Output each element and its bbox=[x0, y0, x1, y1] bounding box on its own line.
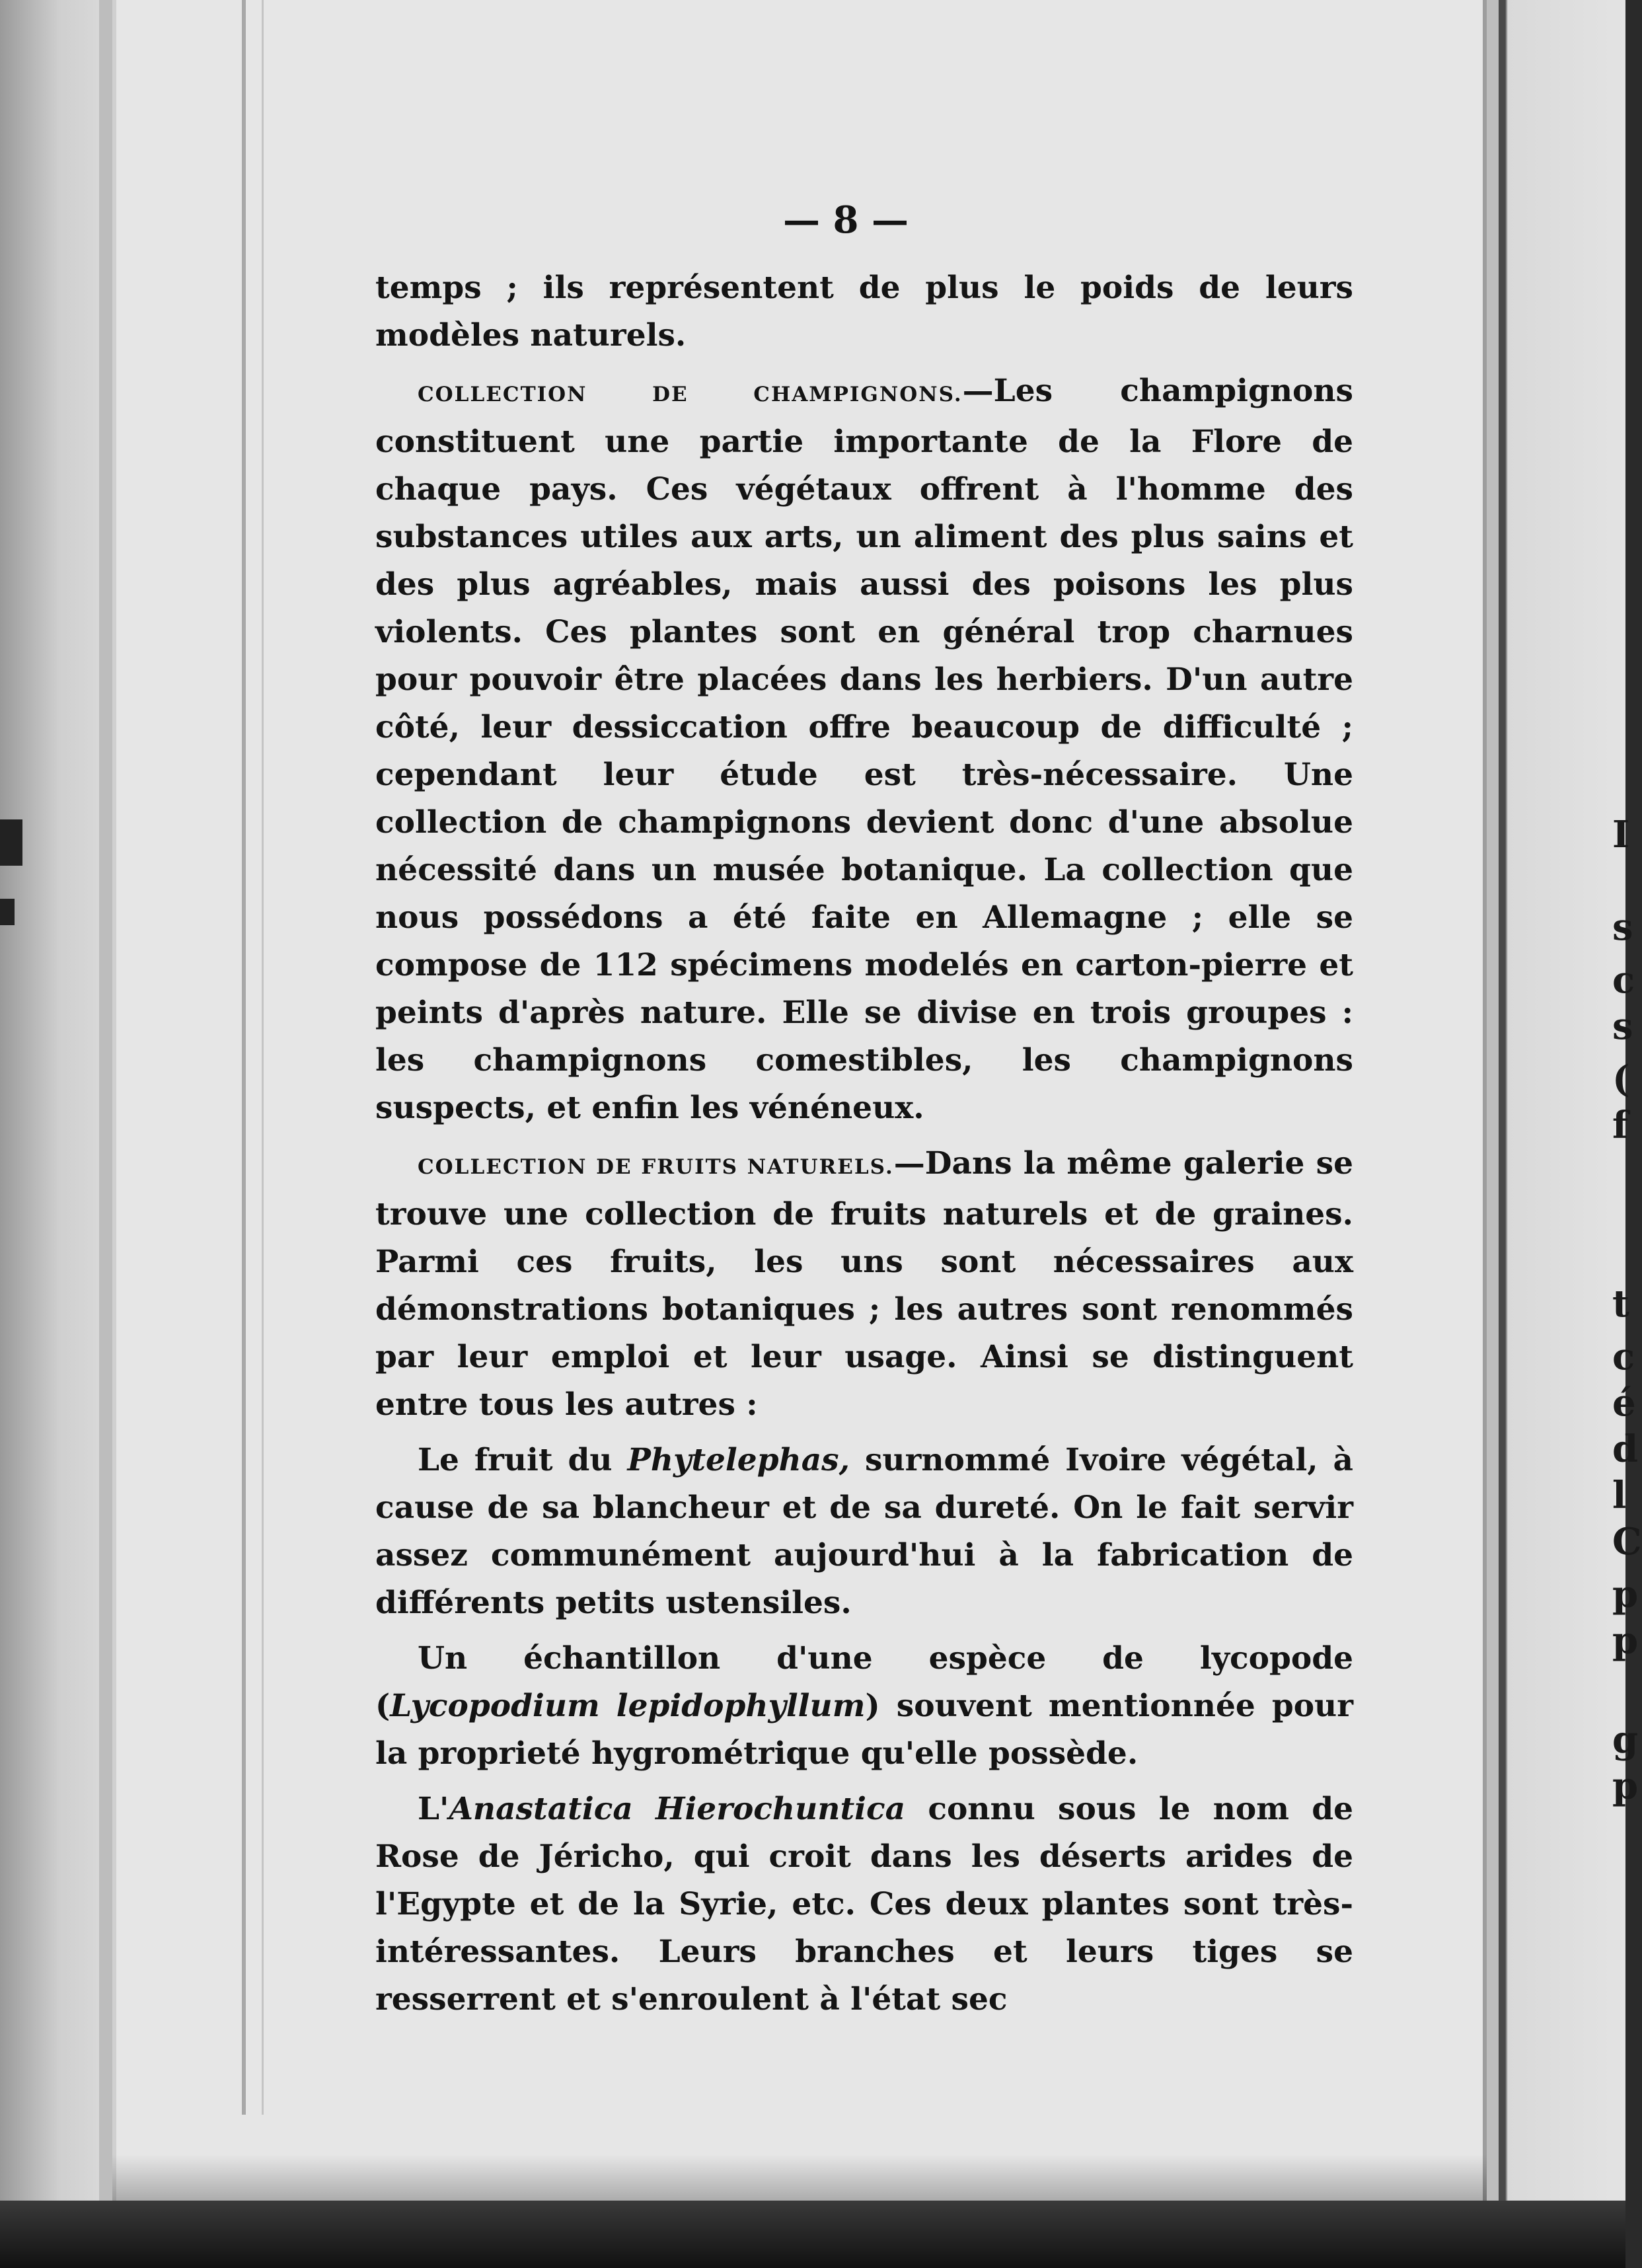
species-name: Phytelephas, bbox=[627, 1442, 850, 1478]
paragraph bbox=[375, 264, 1353, 359]
scan-edge-mark bbox=[0, 899, 15, 925]
adjacent-page-letter: p bbox=[1612, 1573, 1639, 1616]
paragraph-text: ) souvent mentionnée pour la proprieté hygrométrique qu'elle possède. bbox=[375, 1688, 1353, 1772]
paragraph-text: temps ; ils représentent de plus le poids de leurs modèles naturels. bbox=[375, 270, 1353, 354]
scan-left-margin bbox=[0, 0, 99, 2268]
adjacent-page-letter: f bbox=[1612, 1104, 1629, 1147]
adjacent-page bbox=[1499, 0, 1625, 2268]
paragraph-fruits bbox=[375, 1140, 1353, 1429]
page-bottom-shade bbox=[112, 2154, 1487, 2201]
adjacent-page-letter: d bbox=[1612, 1427, 1639, 1471]
paragraph-text: Le fruit du bbox=[418, 1442, 628, 1478]
adjacent-page-letter: p bbox=[1612, 1764, 1639, 1808]
page-number: — 8 — bbox=[783, 198, 909, 242]
page-edge-line bbox=[262, 0, 264, 2115]
adjacent-page-letter: c bbox=[1612, 958, 1635, 1002]
paragraph-phytelephas bbox=[375, 1437, 1353, 1627]
paragraph-champignons bbox=[375, 367, 1353, 1132]
adjacent-page-letter: g bbox=[1612, 1718, 1639, 1762]
adjacent-page-letter: C bbox=[1612, 1520, 1642, 1564]
adjacent-page-letter: p bbox=[1612, 1619, 1639, 1663]
adjacent-page-letter: s bbox=[1612, 1004, 1633, 1048]
page-edge-line bbox=[242, 0, 246, 2115]
paragraph-text: surnommé Ivoire végétal, à cause de sa blancheur et de sa dureté. On le fait servir assez communément aujourd'hui à la fabrication de différents petits ustensiles. bbox=[375, 1442, 1353, 1621]
page-body-text bbox=[375, 264, 1353, 2023]
adjacent-page-letter: c bbox=[1612, 1335, 1635, 1379]
adjacent-page-letter: t bbox=[1612, 1282, 1629, 1326]
paragraph-text: Un échantillon d'une espèce de lycopode ( bbox=[375, 1640, 1353, 1724]
section-heading: COLLECTION DE CHAMPIGNONS. bbox=[418, 383, 963, 406]
section-heading: COLLECTION DE FRUITS NATURELS. bbox=[418, 1155, 894, 1179]
scan-bottom-band bbox=[0, 2201, 1625, 2268]
adjacent-page-letter: ( bbox=[1612, 1057, 1630, 1101]
adjacent-page-letter: l bbox=[1612, 1474, 1627, 1517]
adjacent-page-letter: é bbox=[1612, 1381, 1636, 1425]
adjacent-page-letter: I bbox=[1612, 813, 1630, 856]
species-name: Anastatica Hierochuntica bbox=[449, 1791, 906, 1827]
paragraph-text: —Les champignons constituent une partie importante de la Flore de chaque pays. Ces végétaux offrent à l'homme des substances utiles aux arts, un aliment des plus sains et des plus agréables, mais aussi des poisons les plus violents. Ces plantes sont en général trop charnues pour pouvoir être placées dans les herbiers. D'un autre côté, leur dessiccation offre beaucoup de difficulté ; cependant leur étude est très-nécessaire. Une collection de champignons devient donc d'une absolue nécessité dans un musée botanique. La collection que nous possédons a été faite en Allemagne ; elle se compose de 112 spécimens modelés en carton-pierre et peints d'après nature. Elle se divise en trois groupes : les champignons comestibles, les champignons suspects, et enfin les vénéneux. bbox=[375, 373, 1353, 1126]
paragraph-anastatica bbox=[375, 1786, 1353, 2023]
paragraph-text: —Dans la même galerie se trouve une collection de fruits naturels et de graines. Parmi ces fruits, les uns sont nécessaires aux démonstrations botaniques ; les autres sont renommés par leur emploi et leur usage. Ainsi se distinguent entre tous les autres : bbox=[375, 1145, 1353, 1423]
paragraph-lycopode bbox=[375, 1635, 1353, 1778]
paragraph-text: connu sous le nom de Rose de Jéricho, qui croit dans les déserts arides de l'Egypte et de la Syrie, etc. Ces deux plantes sont très-intéressantes. Leurs branches et leurs tiges se resserrent et s'enroulent à l'état sec bbox=[375, 1791, 1353, 2018]
scan-edge-mark bbox=[0, 819, 22, 866]
species-name: Lycopodium lepidophyllum bbox=[390, 1688, 866, 1724]
paragraph-text: L' bbox=[418, 1791, 449, 1827]
adjacent-page-letter: s bbox=[1612, 905, 1633, 949]
